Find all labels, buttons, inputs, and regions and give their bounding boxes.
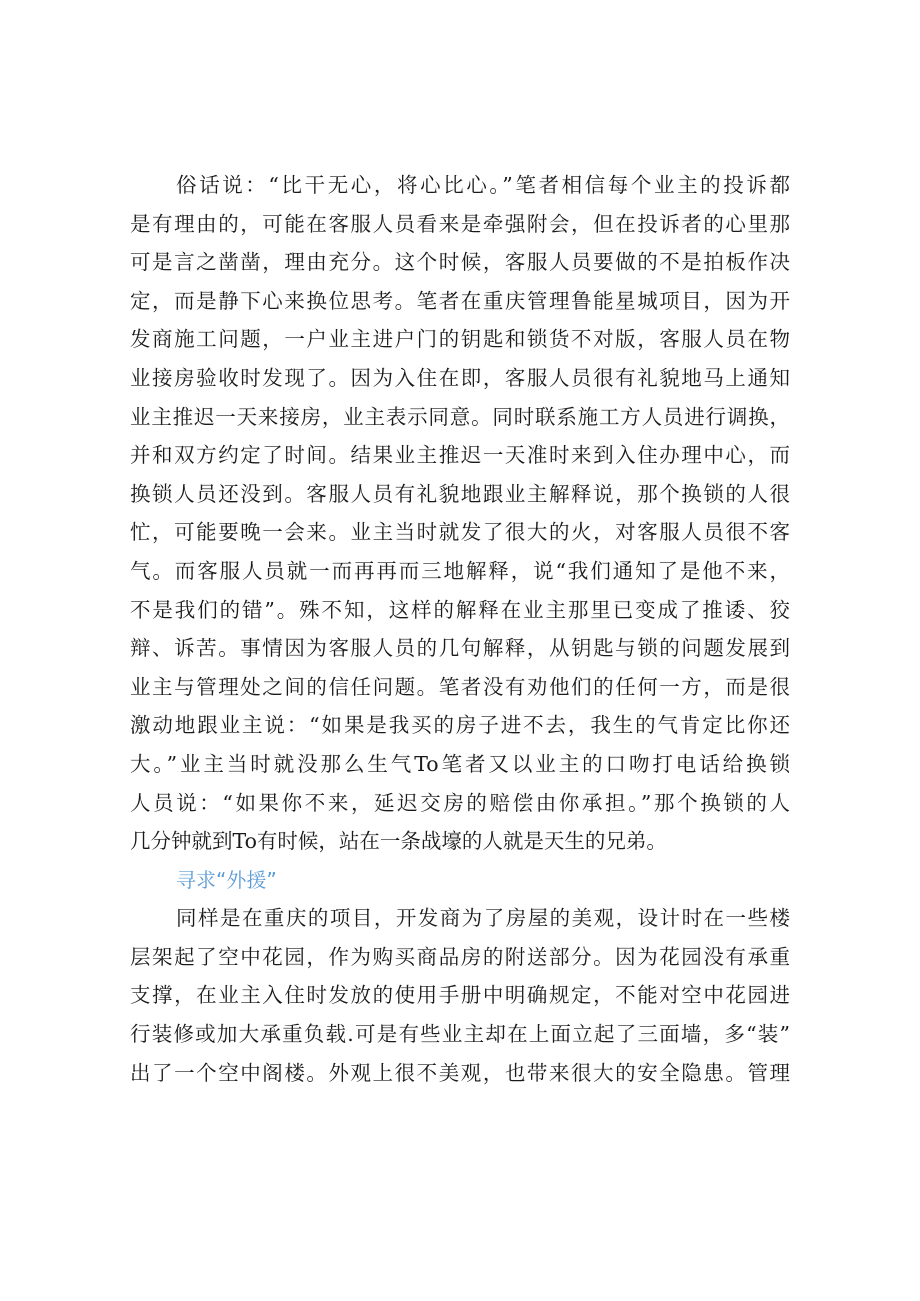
text-line: 是有理由的，可能在客服人员看来是牵强附会，但在投诉者的心里那: [130, 211, 790, 236]
section-heading: 寻求“外援”: [176, 867, 277, 892]
text-line: 不是我们的错”。殊不知，这样的解释在业主那里已变成了推诿、狡: [130, 597, 790, 622]
text-line: 同样是在重庆的项目，开发商为了房屋的美观，设计时在一些楼: [176, 906, 790, 931]
text-line: 忙，可能要晚一会来。业主当时就发了很大的火，对客服人员很不客: [130, 520, 790, 545]
text-line: 定，而是静下心来换位思考。笔者在重庆管理鲁能星城项目，因为开: [130, 288, 790, 313]
text-line: 换锁人员还没到。客服人员有礼貌地跟业主解释说，那个换锁的人很: [130, 481, 790, 506]
text-line: 并和双方约定了时间。结果业主推迟一天准时来到入住办理中心，而: [130, 443, 790, 468]
text-line: 发商施工问题，一户业主进户门的钥匙和锁货不对版，客服人员在物: [130, 327, 790, 352]
text-line: 人员说：“如果你不来，延迟交房的赔偿由你承担。”那个换锁的人: [130, 790, 790, 815]
text-line: 业主与管理处之间的信任问题。笔者没有劝他们的任何一方，而是很: [130, 674, 790, 699]
text-line: 业主推迟一天来接房，业主表示同意。同时联系施工方人员进行调换，: [130, 404, 790, 429]
text-line: 大。”业主当时就没那么生气To笔者又以业主的口吻打电话给换锁: [130, 751, 790, 776]
text-line: 支撑，在业主入住时发放的使用手册中明确规定，不能对空中花园进: [130, 983, 790, 1008]
paragraph-2: [130, 899, 790, 1092]
text-line: 气。而客服人员就一而再再而三地解释，说“我们通知了是他不来，: [130, 558, 790, 583]
document-body: [130, 166, 790, 1092]
text-line: 行装修或加大承重负载.可是有些业主却在上面立起了三面墙，多“装”: [130, 1022, 790, 1047]
text-line: 出了一个空中阁楼。外观上很不美观，也带来很大的安全隐患。管理: [130, 1060, 790, 1085]
text-line: 俗话说：“比干无心，将心比心。”笔者相信每个业主的投诉都: [176, 173, 790, 197]
paragraph-1: [130, 166, 790, 861]
text-line: 业接房验收时发现了。因为入住在即，客服人员很有礼貌地马上通知: [130, 365, 790, 390]
text-line: 激动地跟业主说：“如果是我买的房子进不去，我生的气肯定比你还: [130, 713, 790, 738]
text-line: 层架起了空中花园，作为购买商品房的附送部分。因为花园没有承重: [130, 944, 790, 969]
text-line: 几分钟就到To有时候，站在一条战壕的人就是天生的兄弟。: [130, 829, 667, 854]
text-line: 辩、诉苦。事情因为客服人员的几句解释，从钥匙与锁的问题发展到: [130, 636, 790, 661]
text-line: 可是言之凿凿，理由充分。这个时候，客服人员要做的不是拍板作决: [130, 250, 790, 275]
